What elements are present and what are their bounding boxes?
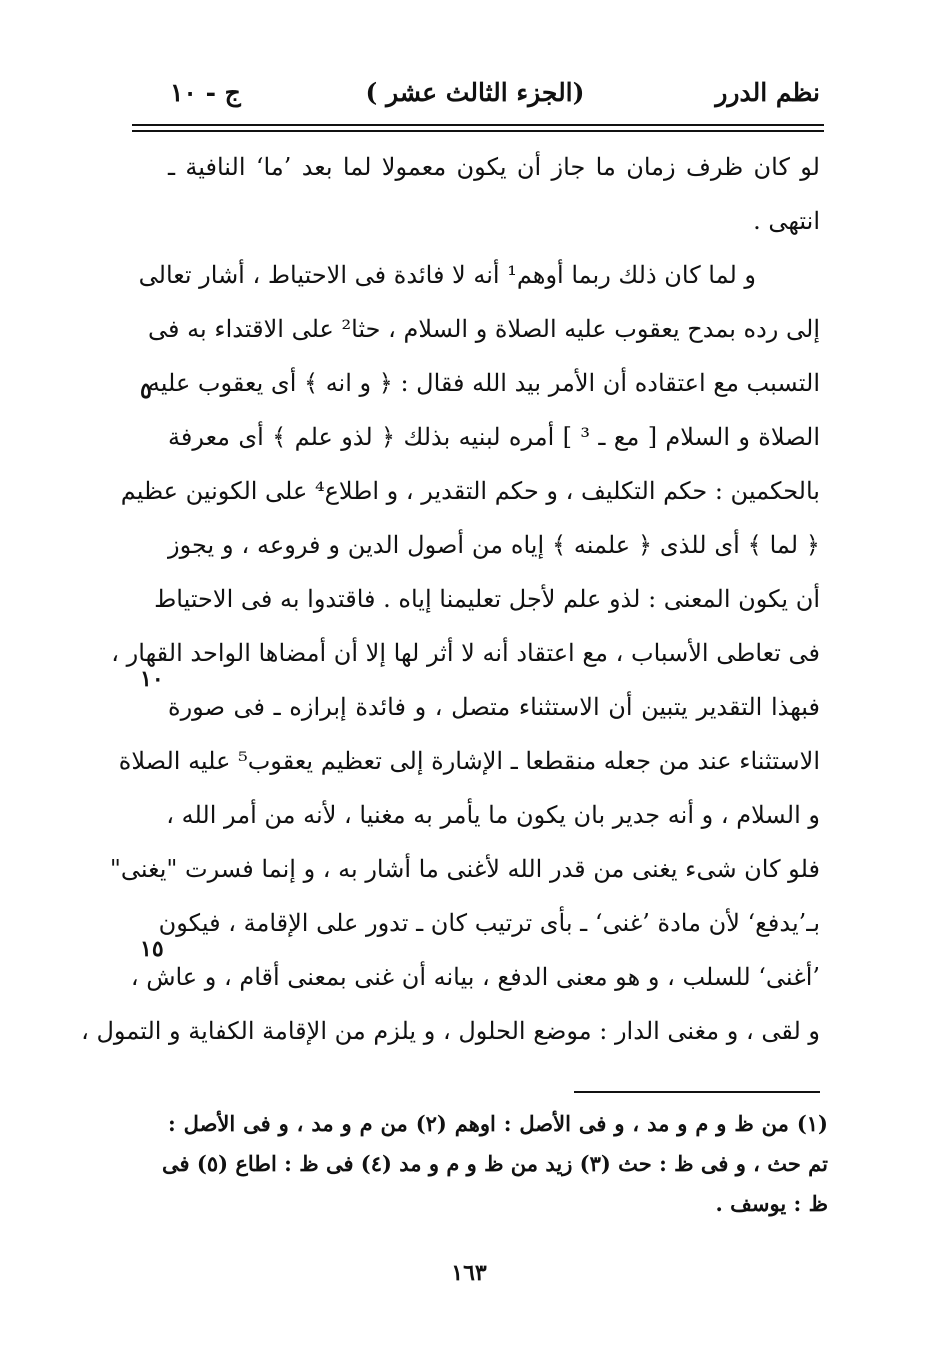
text-line: فلو كان شىء يغنى من قدر الله لأغنى ما أشار به ، و إنما فسرت "يغنى" xyxy=(109,855,820,883)
footnotes xyxy=(162,1104,828,1224)
header-volume-number: ج - ١٠ xyxy=(170,78,241,107)
text-line: التسبب مع اعتقاده أن الأمر بيد الله فقال : ﴿ و انه ﴾ أى يعقوب عليه xyxy=(147,369,820,397)
header-part-title: (الجزء الثالث عشر ) xyxy=(365,78,585,107)
text-line: لو كان ظرف زمان ما جاز أن يكون معمولا لما بعد ’ما‘ النافية ـ xyxy=(168,153,820,181)
text-line: و لما كان ذلك ربما أوهم¹ أنه لا فائدة فى الاحتياط ، أشار تعالى xyxy=(138,261,756,289)
margin-line-number: ١٠ xyxy=(140,666,164,692)
margin-line-number: ١٥ xyxy=(140,936,164,962)
footnote-line: تم حث ، و فى ظ : حث (٣) زيد من ظ و م و مد (٤) فى ظ : اطاع (٥) فى xyxy=(162,1151,828,1176)
running-header xyxy=(130,78,820,118)
footnote-separator xyxy=(574,1091,820,1093)
header-double-rule xyxy=(132,124,824,132)
footnote-line: ظ : يوسف . xyxy=(715,1191,828,1216)
text-line: فى تعاطى الأسباب ، مع اعتقاد أنه لا أثر لها إلا أن أمضاها الواحد القهار ، xyxy=(111,639,820,667)
header-book-title: نظم الدرر xyxy=(715,78,820,107)
margin-line-number: ٥ xyxy=(140,378,152,404)
text-line: و السلام ، و أنه جدير بان يكون ما يأمر به مغنيا ، لأنه من أمر الله ، xyxy=(166,801,820,829)
text-line: الاستثناء عند من جعله منقطعا ـ الإشارة إلى تعظيم يعقوب⁵ عليه الصلاة xyxy=(118,747,820,775)
text-line: ’أغنى‘ للسلب ، و هو معنى الدفع ، بيانه أن غنى بمعنى أقام ، و عاش ، xyxy=(130,963,820,991)
text-line: بالحكمين : حكم التكليف ، و حكم التقدير ، و اطلاع⁴ على الكونين عظيم xyxy=(120,477,820,505)
text-line: انتهى . xyxy=(753,207,820,235)
text-line: ﴿ لما ﴾ أى للذى ﴿ علمنه ﴾ إياه من أصول الدين و فروعه ، و يجوز xyxy=(168,531,820,559)
text-line: و لقى ، و مغنى الدار : موضع الحلول ، و يلزم من الإقامة الكفاية و التمول ، xyxy=(81,1017,820,1045)
footnote-line: (١) من ظ و م و مد ، و فى الأصل : اوهم (٢) من م و مد ، و فى الأصل : xyxy=(168,1111,828,1136)
text-line: بـ’يدفع‘ لأن مادة ’غنى‘ ـ بأى ترتيب كان ـ تدور على الإقامة ، فيكون xyxy=(158,909,820,937)
text-line: فبهذا التقدير يتبين أن الاستثناء متصل ، و فائدة إبرازه ـ فى صورة xyxy=(168,693,820,721)
text-line: إلى رده بمدح يعقوب عليه الصلاة و السلام ، حثا² على الاقتداء به فى xyxy=(148,315,820,343)
page-number: ١٦٣ xyxy=(451,1260,487,1286)
text-line: أن يكون المعنى : لذو علم لأجل تعليمنا إياه . فاقتدوا به فى الاحتياط xyxy=(154,585,820,613)
text-line: الصلاة و السلام [ مع ـ ³ ] أمره لبنيه بذلك ﴿ لذو علم ﴾ أى معرفة xyxy=(168,423,820,451)
